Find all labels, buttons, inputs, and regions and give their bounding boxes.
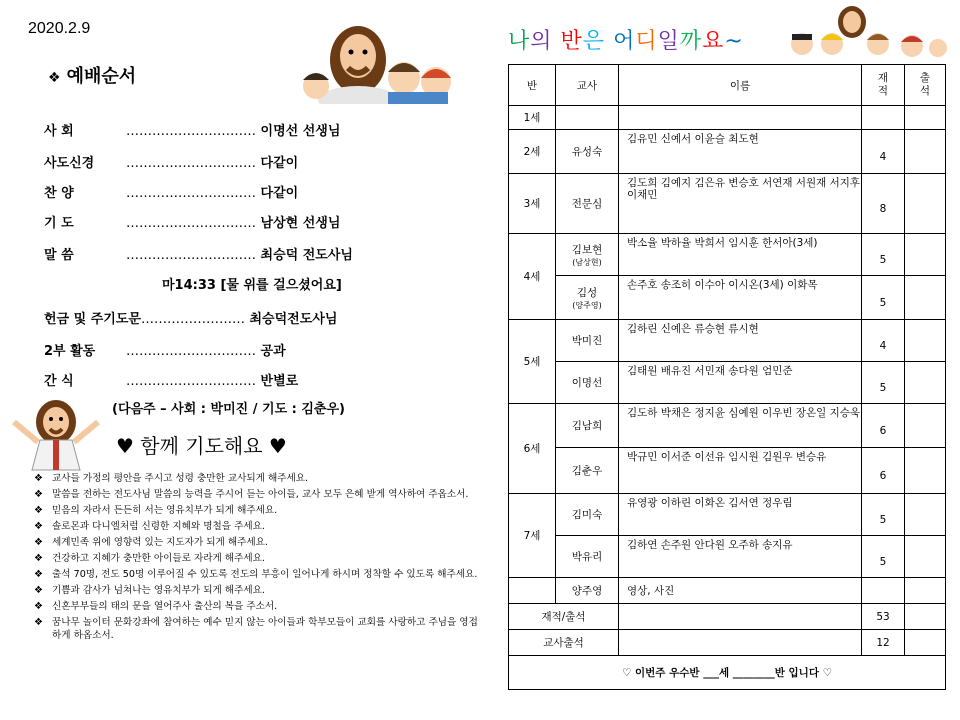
prayer-item: ❖ 꿈나무 놀이터 문화강좌에 참여하는 예수 믿지 않는 아이들과 학부모들이 교회를 사랑하고 주님을 영접하게 하옵소서.: [34, 617, 478, 641]
table-row: 김춘우 박규민 이서준 이선유 임시원 김원우 변승유 6: [509, 448, 946, 494]
prayer-title: ♥ 함께 기도해요 ♥: [116, 434, 287, 458]
table-header-row: [509, 65, 946, 106]
jesus-children-illustration: [296, 20, 466, 104]
table-row: 1세: [509, 106, 946, 130]
table-row: 6세 김남희 김도하 박채은 정지윤 심예원 이우빈 장온일 지승욱 6: [509, 404, 946, 448]
diamond-bullet-icon: ❖: [34, 489, 43, 500]
class-title-char: [553, 29, 561, 54]
class-title-char: 은: [582, 29, 606, 54]
service-row: 기 도 ………………………… 남상현 선생님: [44, 216, 341, 231]
class-title-char: 요: [702, 29, 725, 54]
prayer-item: ❖ 말씀을 전하는 전도사님 말씀의 능력을 주시어 듣는 아이들, 교사 모두 은혜 받게 역사하여 주옵소서.: [34, 489, 469, 500]
table-row: 2세 유성숙 김유민 신예서 이윤슬 최도현 4: [509, 130, 946, 174]
table-row: 7세 김미숙 유영광 이하린 이화온 김서연 정우림 5: [509, 494, 946, 536]
diamond-bullet-icon: ❖: [34, 473, 43, 484]
prayer-item: ❖ 신혼부부들의 태의 문을 열어주사 출산의 복을 주소서.: [34, 601, 278, 612]
diamond-bullet-icon: ❖: [34, 617, 43, 628]
header-ban: 반: [509, 65, 556, 106]
prayer-item: ❖ 솔로몬과 다니엘처럼 신령한 지혜와 명철을 주세요.: [34, 521, 265, 532]
service-row: 간 식 ………………………… 반별로: [44, 374, 299, 389]
order-title-text: 예배순서: [66, 66, 137, 87]
table-row: 김성 (양주영) 손주호 송조히 이수아 이시온(3세) 이화목 5: [509, 276, 946, 320]
prayer-item: ❖ 기쁨과 감사가 넘쳐나는 영유치부가 되게 해주세요.: [34, 585, 265, 596]
table-row: 5세 박미진 김하린 신예은 류승현 류시현 4: [509, 320, 946, 362]
prayer-item: ❖ 출석 70명, 전도 50명 이루어질 수 있도록 전도의 부흥이 일어나게 하시며 정착할 수 있도록 해주세요.: [34, 569, 478, 580]
total-row: 재적/출석 53: [509, 604, 946, 630]
diamond-bullet-icon: ❖: [34, 569, 43, 580]
table-row: 양주영 영상, 사진: [509, 578, 946, 604]
header-teacher: 교사: [556, 65, 619, 106]
class-roster-table: [508, 64, 946, 690]
class-title-char: 어: [613, 29, 636, 54]
class-title: [508, 24, 744, 55]
header-enrolled: 재적: [862, 65, 905, 106]
service-row: 사도신경 ………………………… 다같이: [44, 156, 299, 171]
date: 2020.2.9: [28, 20, 91, 37]
service-row: 찬 양 ………………………… 다같이: [44, 186, 299, 201]
prayer-item: ❖ 세계민족 위에 영향력 있는 지도자가 되게 해주세요.: [34, 537, 268, 548]
order-title: [48, 62, 136, 88]
next-week-roles: (다음주 – 사회 : 박미진 / 기도 : 김춘우): [112, 402, 345, 417]
class-title-char: [605, 29, 613, 54]
diamond-bullet-icon: ❖: [34, 601, 43, 612]
best-class-row: ♡ 이번주 우수반 ___세 ________반 입니다 ♡: [509, 656, 946, 690]
table-row: 3세 전문심 김도희 김예지 김은유 변승호 서연재 서원재 서지후 이채민 8: [509, 174, 946, 234]
table-row: 4세 김보현 (남상현) 박소율 박하율 박희서 임시훈 한서아(3세) 5: [509, 234, 946, 276]
class-title-char: 까: [679, 29, 703, 54]
children-group-illustration: [782, 4, 952, 64]
prayer-item: ❖ 믿음의 자라서 든든히 서는 영유치부가 되게 해주세요.: [34, 505, 278, 516]
jesus-figure-illustration: [10, 396, 102, 472]
prayer-list: [30, 472, 480, 645]
scripture: 마14:33 [물 위를 걸으셨어요]: [162, 278, 342, 293]
prayer-item: ❖ 교사들 가정의 평안을 주시고 성령 충만한 교사되게 해주세요.: [34, 473, 309, 484]
header-names: 이름: [619, 65, 862, 106]
class-title-char: 반: [560, 29, 583, 54]
teacher-attendance-row: 교사출석 12: [509, 630, 946, 656]
header-attend: 출석: [905, 65, 946, 106]
table-row: 이명선 김태원 배유진 서민재 송다원 엄민준 5: [509, 362, 946, 404]
diamond-bullet-icon: ❖: [48, 70, 61, 86]
diamond-bullet-icon: ❖: [34, 505, 43, 516]
diamond-bullet-icon: ❖: [34, 585, 43, 596]
class-title-char: 나: [508, 29, 531, 54]
prayer-item: ❖ 건강하고 지혜가 충만한 아이들로 자라게 해주세요.: [34, 553, 265, 564]
diamond-bullet-icon: ❖: [34, 521, 43, 532]
diamond-bullet-icon: ❖: [34, 553, 43, 564]
table-row: 박유리 김하연 손주원 안다원 오주하 송지유 5: [509, 536, 946, 578]
diamond-bullet-icon: ❖: [34, 537, 43, 548]
class-title-char: 의: [530, 29, 553, 54]
service-row: 헌금 및 주기도문…………………… 최승덕전도사님: [44, 312, 338, 327]
class-title-char: 일: [657, 29, 680, 54]
class-title-char: 디: [635, 29, 658, 54]
service-row: 사 회 ………………………… 이명선 선생님: [44, 124, 341, 139]
class-title-char: ~: [724, 29, 744, 54]
service-row: 말 씀 ………………………… 최승덕 전도사님: [44, 248, 353, 263]
service-row: 2부 활동 ………………………… 공과: [44, 344, 286, 359]
